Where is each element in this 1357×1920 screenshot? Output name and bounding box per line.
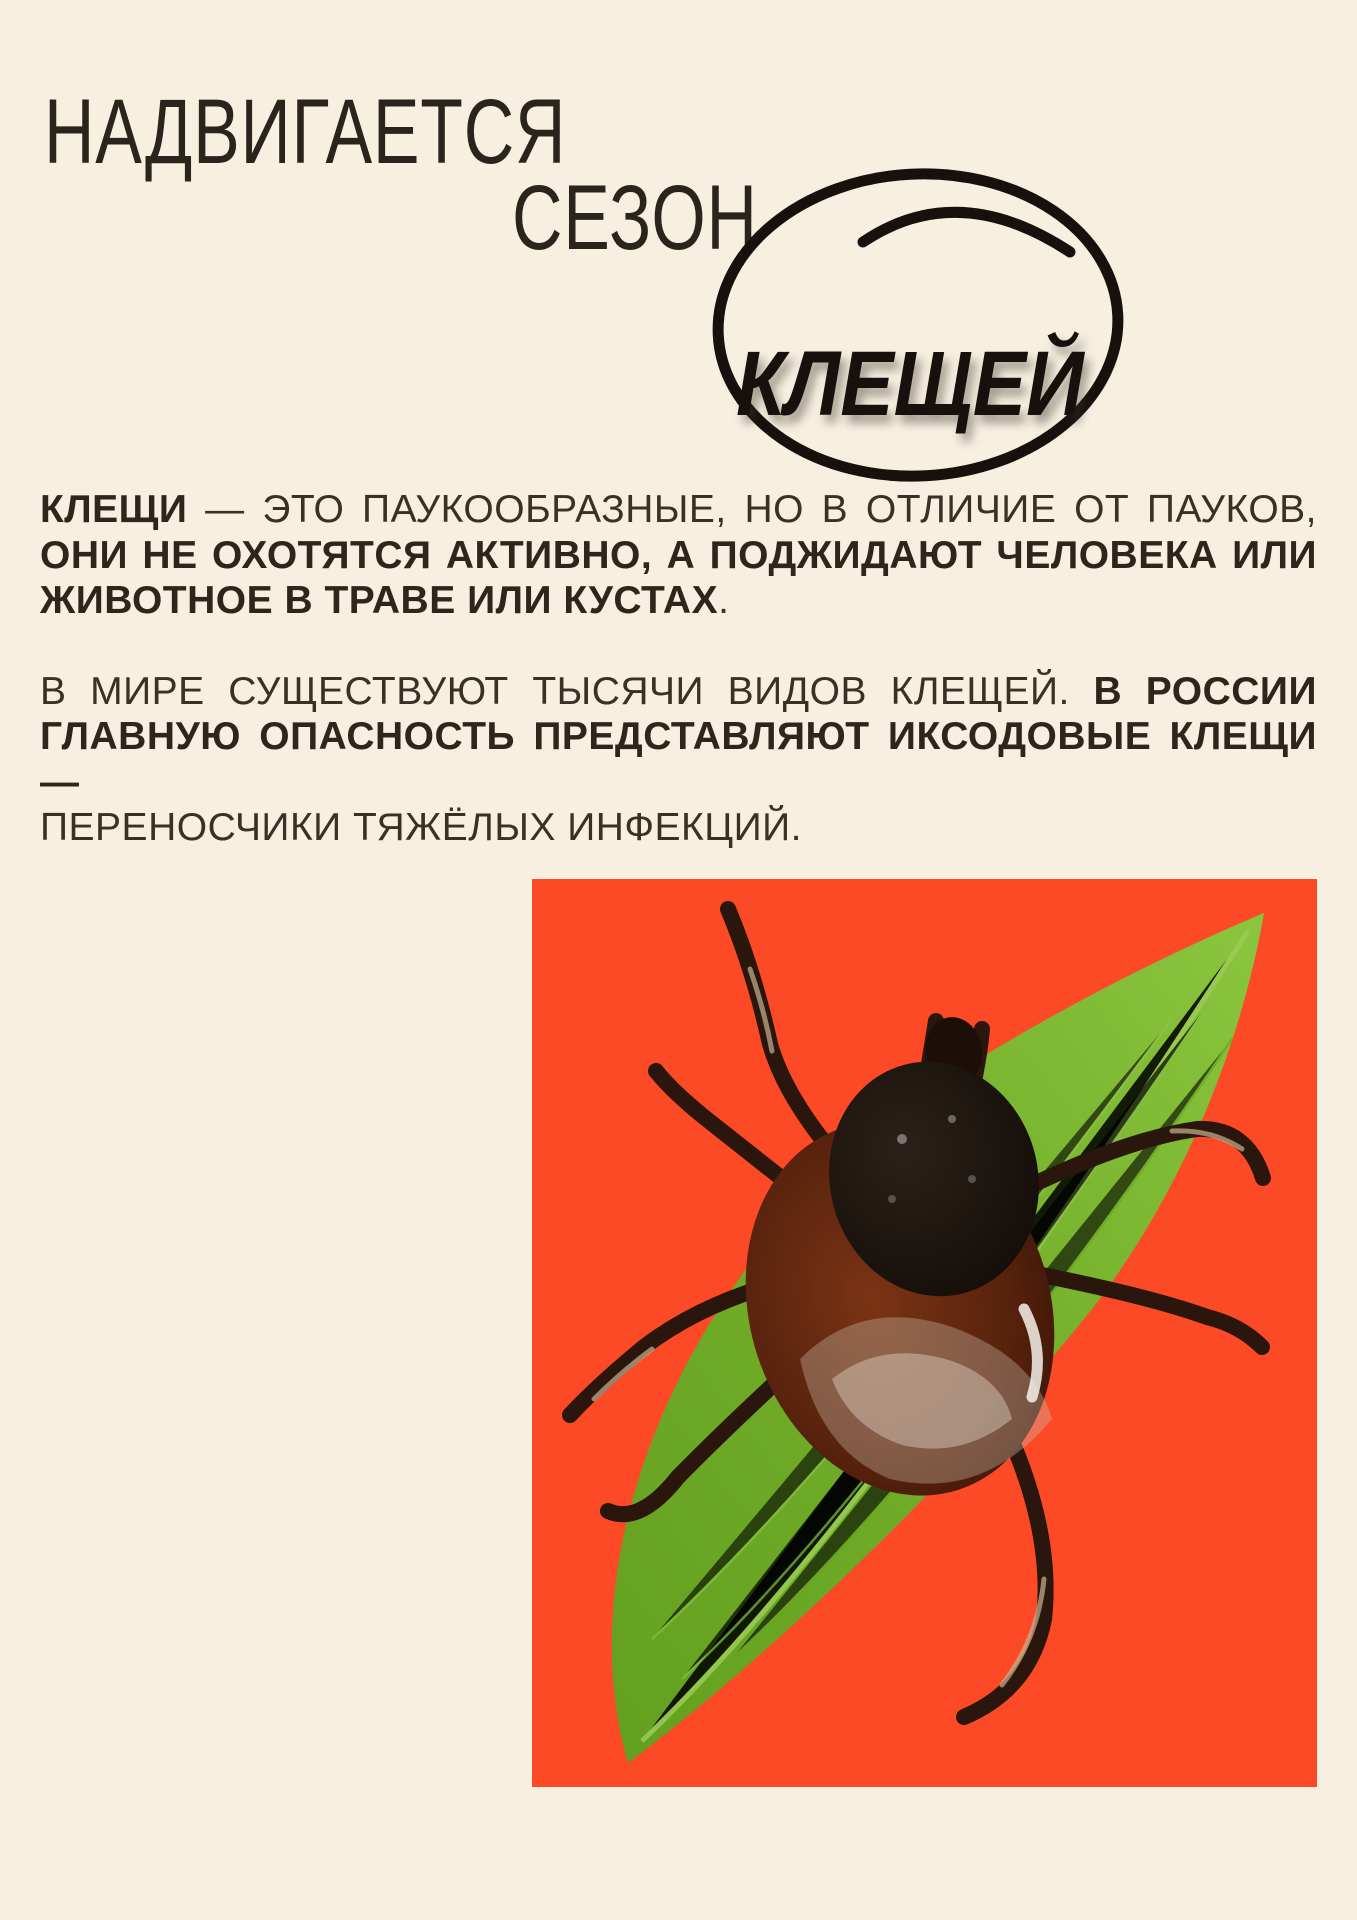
intro-paragraphs — [40, 487, 1317, 851]
hand-drawn-circle-icon — [690, 150, 1150, 510]
paragraph-line: В МИРЕ СУЩЕСТВУЮТ ТЫСЯЧИ ВИДОВ КЛЕЩЕЙ. В РОССИИ — [40, 669, 1317, 713]
title-line-1: НАДВИГАЕТСЯ — [44, 81, 567, 183]
paragraph — [40, 487, 1317, 624]
paragraph-line: ГЛАВНУЮ ОПАСНОСТЬ ПРЕДСТАВЛЯЮТ ИКСОДОВЫЕ КЛЕЩИ — — [40, 715, 1317, 804]
circled-word: КЛЕЩЕЙ — [736, 333, 1084, 435]
paragraph-line: ОНИ НЕ ОХОТЯТСЯ АКТИВНО, А ПОДЖИДАЮТ ЧЕЛОВЕКА ИЛИ — [40, 533, 1317, 577]
paragraph — [40, 669, 1317, 851]
paragraph-line: ПЕРЕНОСЧИКИ ТЯЖЁЛЫХ ИНФЕКЦИЙ. — [40, 806, 803, 849]
tick-on-leaf-illustration — [532, 879, 1317, 1787]
tick-photo — [532, 879, 1317, 1787]
paragraph-line: ЖИВОТНОЕ В ТРАВЕ ИЛИ КУСТАХ. — [40, 579, 730, 622]
paragraph-line: КЛЕЩИ — ЭТО ПАУКООБРАЗНЫЕ, НО В ОТЛИЧИЕ ОТ ПАУКОВ, — [40, 488, 1317, 531]
title-line-2: СЕЗОН — [512, 167, 758, 269]
